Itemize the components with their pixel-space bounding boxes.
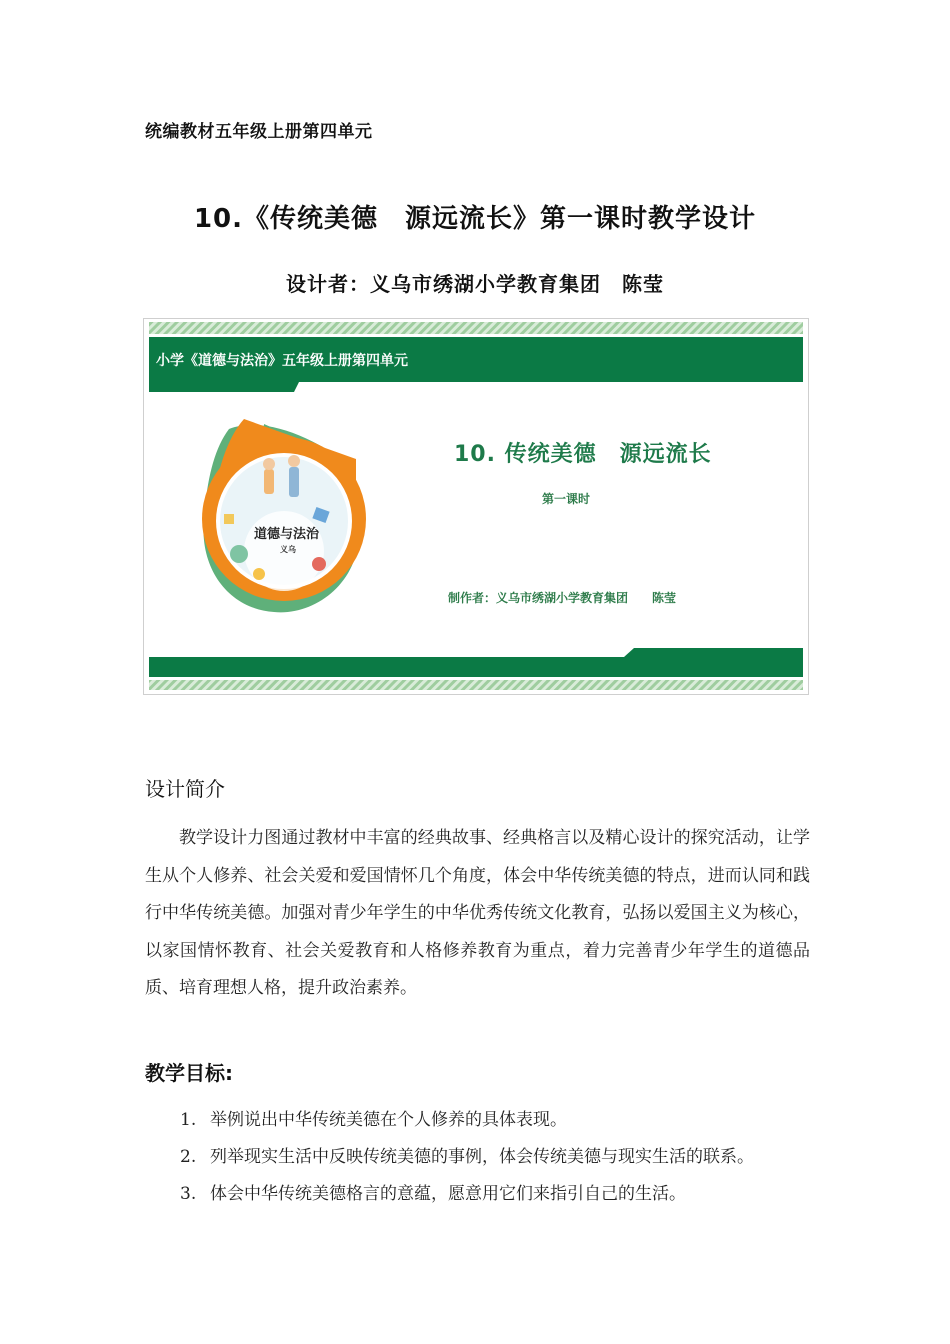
document-title: 10.《传统美德 源远流长》第一课时教学设计 [193,204,757,234]
goal-list [180,1102,754,1213]
banner-author: 制作者：义乌市绣湖小学教育集团 陈莹 [448,591,677,605]
goal-item [180,1139,754,1176]
goal-number: 3. [180,1184,197,1204]
logo-text: 道德与法治 [254,527,320,542]
logo-subtext: 义乌 [280,544,296,554]
lesson-banner-image [143,318,809,695]
goal-number: 2. [180,1147,197,1167]
banner-unit-label: 小学《道德与法治》五年级上册第四单元 [156,353,408,369]
designer-line: 设计者：义乌市绣湖小学教育集团 陈莹 [286,272,664,296]
intro-paragraph: 教学设计力图通过教材中丰富的经典故事、经典格言以及精心设计的探究活动，让学生从个人修养、社会关爱和爱国情怀几个角度，体会中华传统美德的特点，进而认同和践行中华传统美德。加强对青少年学生的中华优秀传统文化教育，弘扬以爱国主义为核心，以家国情怀教育、社会关爱教育和人格修养教育为重点，着力完善青少年学生的道德品质、培育理想人格，提升政治素养。 [145,828,810,998]
top-stripe-band [149,322,803,334]
bottom-stripe-band [149,680,803,690]
unit-header: 统编教材五年级上册第四单元 [145,122,373,142]
logo-emblem [202,419,366,612]
goal-item [180,1102,754,1139]
goal-item [180,1176,754,1213]
banner-lesson-period: 第一课时 [542,492,591,506]
goal-text: 体会中华传统美德格言的意蕴，愿意用它们来指引自己的生活。 [210,1184,686,1204]
goal-text: 列举现实生活中反映传统美德的事例，体会传统美德与现实生活的联系。 [210,1147,754,1167]
banner-lesson-title: 10. 传统美德 源远流长 [454,442,712,467]
banner-graphic [144,319,808,694]
goal-text: 举例说出中华传统美德在个人修养的具体表现。 [210,1110,567,1130]
bottom-green-bar [149,648,803,677]
goal-number: 1. [180,1110,197,1130]
intro-heading: 设计简介 [145,777,225,801]
goals-heading: 教学目标: [145,1061,233,1085]
